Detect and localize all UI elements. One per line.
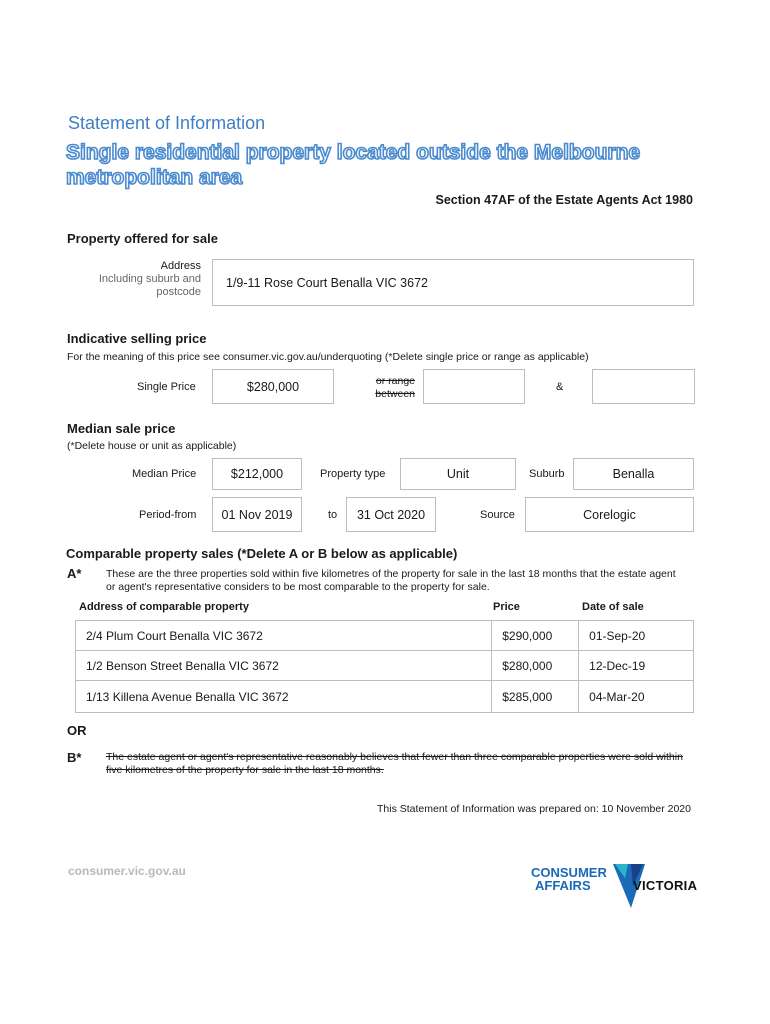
consumer-affairs-victoria-logo	[531, 864, 696, 910]
property-type-field[interactable]	[400, 458, 516, 490]
median-heading: Median sale price	[67, 421, 176, 436]
address-label-line: Address	[160, 260, 201, 272]
column-date-header: Date of sale	[582, 601, 644, 613]
suburb-label: Suburb	[529, 468, 565, 480]
document-title: Single residential property located outside the Melbourne metropolitan area	[66, 141, 641, 189]
address-label	[80, 260, 201, 299]
indicative-heading: Indicative selling price	[67, 331, 207, 346]
source-label: Source	[480, 509, 515, 521]
single-price-value: $280,000	[246, 379, 300, 394]
single-price-label: Single Price	[137, 381, 196, 393]
period-from-field[interactable]	[212, 497, 302, 532]
option-b-marker: B*	[67, 750, 82, 765]
property-type-label: Property type	[320, 468, 386, 480]
range-label-line: between	[375, 388, 415, 400]
table-row	[76, 681, 694, 713]
address-label-line: postcode	[156, 286, 201, 298]
range-separator: &	[556, 381, 564, 393]
address-label-line: Including suburb and	[98, 273, 201, 285]
column-address-header: Address of comparable property	[79, 601, 249, 613]
address-field[interactable]	[212, 259, 694, 306]
option-a-marker: A*	[67, 566, 82, 581]
comparable-heading: Comparable property sales (*Delete A or B below as applicable)	[66, 546, 458, 561]
suburb-field[interactable]	[573, 458, 694, 490]
comparable-date-cell[interactable]: 12-Dec-19	[579, 651, 694, 681]
comparable-sales-table	[75, 620, 694, 713]
median-price-label: Median Price	[132, 468, 197, 480]
column-price-header: Price	[493, 601, 520, 613]
option-a-text: These are the three properties sold within five kilometres of the property for sale in the last 18 months that the estate agent or agent's representative considers to be most comparable to the property for sale.	[106, 568, 676, 593]
range-low-field[interactable]	[423, 369, 525, 404]
comparable-price-cell[interactable]: $280,000	[492, 651, 579, 681]
address-value: 1/9-11 Rose Court Benalla VIC 3672	[226, 275, 428, 290]
property-type-value: Unit	[446, 467, 470, 481]
period-from-label: Period-from	[139, 509, 197, 521]
comparable-price-cell[interactable]: $285,000	[492, 681, 579, 713]
prepared-date: This Statement of Information was prepared on: 10 November 2020	[376, 803, 691, 815]
logo-line-victoria: VICTORIA	[633, 878, 698, 893]
comparable-date-cell[interactable]: 01-Sep-20	[579, 621, 694, 651]
median-price-value: $212,000	[230, 467, 284, 481]
period-to-label: to	[328, 509, 338, 521]
or-separator: OR	[67, 723, 87, 738]
table-row	[76, 651, 694, 681]
indicative-note: For the meaning of this price see consumer.vic.gov.au/underquoting (*Delete single price or range as applicable)	[67, 351, 589, 363]
single-price-field[interactable]	[212, 369, 334, 404]
period-to-value: 31 Oct 2020	[356, 507, 426, 522]
property-heading: Property offered for sale	[67, 231, 218, 246]
source-value: Corelogic	[583, 507, 636, 522]
period-from-value: 01 Nov 2019	[221, 507, 293, 522]
logo-line-affairs: AFFAIRS	[535, 878, 591, 893]
option-b-text: The estate agent or agent's representative reasonably believes that fewer than three comparable properties were sold within five kilometres of the property for sale in the last 18 months.	[106, 751, 683, 776]
suburb-value: Benalla	[612, 467, 655, 481]
table-row	[76, 621, 694, 651]
range-label-line: or range	[375, 375, 415, 387]
comparable-price-cell[interactable]: $290,000	[492, 621, 579, 651]
comparable-address-cell[interactable]: 1/2 Benson Street Benalla VIC 3672	[76, 651, 492, 681]
median-price-field[interactable]	[212, 458, 302, 490]
range-high-field[interactable]	[592, 369, 695, 404]
logo-line-consumer: CONSUMER	[531, 865, 607, 880]
footer-url[interactable]: consumer.vic.gov.au	[68, 864, 186, 878]
source-field[interactable]	[525, 497, 694, 532]
act-reference: Section 47AF of the Estate Agents Act 1980	[435, 193, 693, 207]
document-kicker: Statement of Information	[68, 113, 266, 133]
comparable-date-cell[interactable]: 04-Mar-20	[579, 681, 694, 713]
comparable-address-cell[interactable]: 1/13 Killena Avenue Benalla VIC 3672	[76, 681, 492, 713]
range-label	[355, 375, 415, 401]
median-note: (*Delete house or unit as applicable)	[67, 440, 237, 452]
comparable-address-cell[interactable]: 2/4 Plum Court Benalla VIC 3672	[76, 621, 492, 651]
period-to-field[interactable]	[346, 497, 436, 532]
